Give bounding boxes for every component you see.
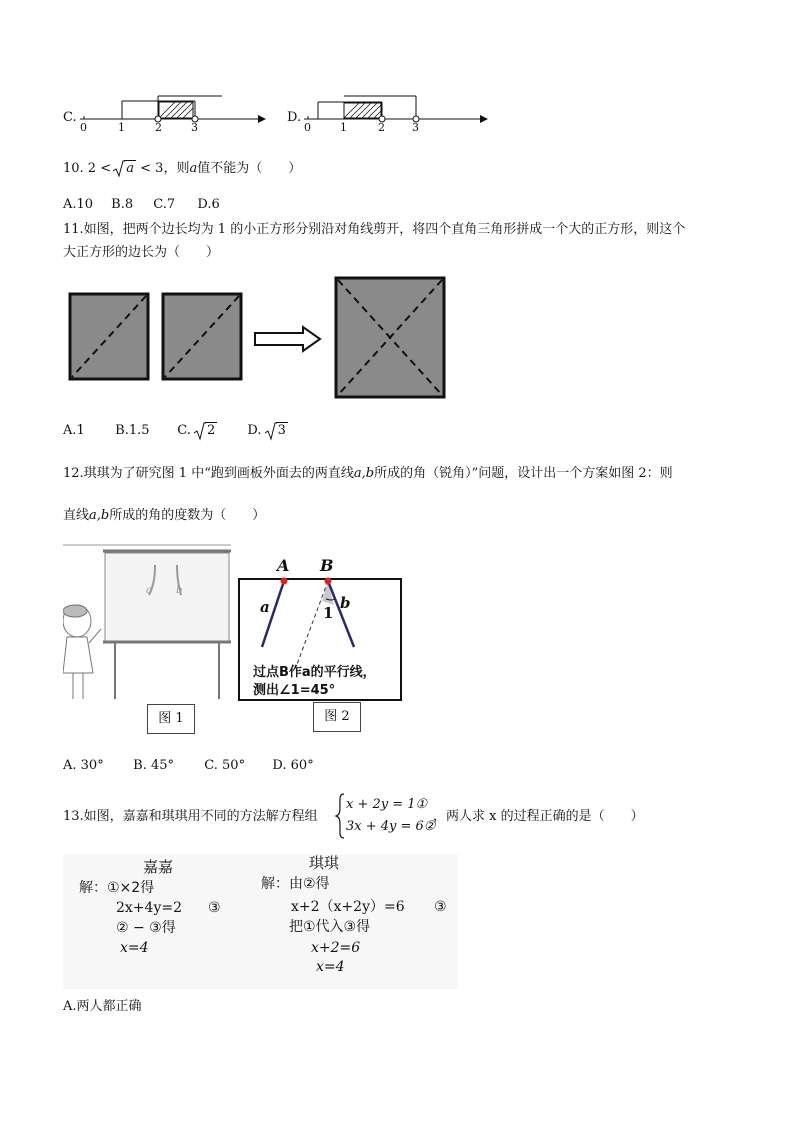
- option-d-letter: D.: [287, 110, 302, 125]
- d-tick-1: 1: [340, 121, 347, 134]
- qiqi-line1: 解：由②得: [261, 876, 330, 892]
- q12-option-d[interactable]: D. 60°: [272, 758, 314, 773]
- small-square-2: [163, 294, 241, 379]
- d-tick-0: 0: [304, 121, 311, 134]
- q12-fig1-caption: 图 1: [147, 704, 195, 734]
- d-tick-3: 3: [412, 121, 419, 134]
- q12-stem-line2: [63, 507, 265, 525]
- q13-prefix: 13.如图，嘉嘉和琪琪用不同的方法解方程组: [63, 809, 318, 824]
- brace-icon: [335, 793, 345, 839]
- q12-line2-a: 直线: [63, 508, 90, 523]
- q10-radicand: a: [126, 161, 135, 176]
- c-tick-2: 2: [155, 121, 162, 134]
- q12-line1-vars: a,b: [353, 466, 375, 481]
- q11-option-c-radicand: 2: [207, 423, 216, 438]
- q12-stem-line1: [63, 465, 673, 483]
- q12-line1-a: 12.琪琪为了研究图 1 中“跑到画板外面去的两直线: [63, 466, 354, 481]
- number-line-d-graph: [284, 92, 494, 134]
- q10-option-c[interactable]: C.7: [153, 197, 176, 212]
- q12-fig1-letter-a: a: [146, 585, 152, 596]
- q13-option-a[interactable]: A.两人都正确: [63, 999, 142, 1014]
- q10-sqrt: [115, 160, 136, 178]
- q12-fig2-caption: 图 2: [313, 702, 361, 732]
- big-square: [336, 278, 444, 397]
- jiajia-line4: x=4: [120, 940, 149, 956]
- q12-fig2-point-b: B: [320, 556, 334, 575]
- q10-stem: [63, 160, 301, 178]
- q13-stem: [63, 808, 318, 826]
- q10-option-b[interactable]: B.8: [111, 197, 134, 212]
- c-tick-0: 0: [80, 121, 87, 134]
- q12-fig2-line-b: b: [340, 594, 351, 612]
- q13-eq2: 3x + 4y = 6②: [346, 819, 436, 834]
- q10-tail: 值不能为（ ）: [197, 161, 302, 176]
- qiqi-line2-mark: ③: [434, 899, 447, 915]
- jiajia-name: 嘉嘉: [143, 858, 174, 876]
- q11-option-c[interactable]: [177, 423, 243, 438]
- q10-prefix: 10. 2 <: [63, 161, 112, 176]
- q13-eq1: x + 2y = 1①: [346, 797, 428, 812]
- q11-option-d-prefix: D.: [247, 423, 262, 438]
- q11-stem-line1: 11.如图，把两个边长均为 1 的小正方形分别沿对角线剪开，将四个直角三角形拼成一个大的正方形，则这个: [63, 222, 686, 237]
- q11-option-d-sqrt: [266, 423, 288, 438]
- qiqi-line2: x+2（x+2y）=6: [291, 899, 405, 915]
- q11-figure: [60, 272, 460, 404]
- jiajia-line2-mark: ③: [208, 900, 221, 916]
- radical-sign-icon: [113, 160, 125, 178]
- number-line-option-c: [60, 92, 270, 134]
- jiajia-line3: ② − ③得: [116, 920, 176, 936]
- q12-fig2-point-a: A: [277, 556, 290, 575]
- q11-options: [63, 423, 288, 438]
- number-line-option-d: [284, 92, 494, 134]
- q10-var: a: [189, 161, 198, 176]
- q10-option-d[interactable]: D.6: [197, 197, 220, 212]
- option-c-letter: C.: [63, 110, 77, 125]
- q12-option-a[interactable]: A. 30°: [63, 758, 104, 773]
- radical-sign-icon: [265, 421, 277, 441]
- q12-line2-vars: a,b: [89, 508, 110, 523]
- q11-option-a[interactable]: A.1: [63, 423, 85, 438]
- q11-option-d[interactable]: [247, 423, 288, 438]
- q11-option-d-radicand: 3: [277, 423, 286, 438]
- q11-option-c-sqrt: [195, 423, 217, 438]
- jiajia-line1: 解：①×2得: [79, 880, 155, 896]
- q10-option-a[interactable]: A.10: [63, 197, 94, 212]
- qiqi-name: 琪琪: [309, 854, 340, 872]
- q12-figure1: [63, 543, 235, 705]
- q13-figure: [63, 854, 458, 989]
- jiajia-line2: 2x+4y=2: [116, 900, 182, 916]
- q12-fig2-note2: 测出∠1=45°: [253, 683, 336, 698]
- q12-option-b[interactable]: B. 45°: [133, 758, 175, 773]
- d-tick-2: 2: [378, 121, 385, 134]
- qiqi-line4: x+2=6: [311, 940, 361, 956]
- q12-option-c[interactable]: C. 50°: [204, 758, 246, 773]
- q13-suffix: ，两人求 x 的过程正确的是（ ）: [433, 809, 644, 824]
- q12-line1-b: 所成的角（锐角）”问题，设计出一个方案如图 2：则: [374, 466, 673, 481]
- radical-sign-icon: [194, 421, 206, 441]
- c-tick-3: 3: [191, 121, 198, 134]
- number-line-c-graph: [60, 92, 270, 134]
- girl-illustration: [63, 605, 101, 699]
- qiqi-line3: 把①代入③得: [289, 919, 371, 935]
- q11-stem-line2: 大正方形的边长为（ ）: [63, 245, 220, 260]
- right-arrow-icon: [255, 327, 320, 351]
- q10-options: [63, 197, 220, 212]
- qiqi-line5: x=4: [316, 959, 345, 975]
- q11-option-c-prefix: C.: [177, 423, 191, 438]
- small-square-1: [70, 294, 148, 379]
- q12-fig2-angle-label: 1: [323, 604, 334, 622]
- q12-fig1-letter-b: b: [176, 585, 183, 596]
- q11-option-b[interactable]: B.1.5: [115, 423, 150, 438]
- c-tick-1: 1: [118, 121, 125, 134]
- q12-fig2-line-a: a: [260, 598, 270, 616]
- q12-options: [63, 758, 314, 773]
- q12-line2-b: 所成的角的度数为（ ）: [109, 508, 266, 523]
- q12-fig2-note1: 过点B作a的平行线，: [253, 665, 376, 680]
- q10-suffix: < 3，则: [140, 161, 190, 176]
